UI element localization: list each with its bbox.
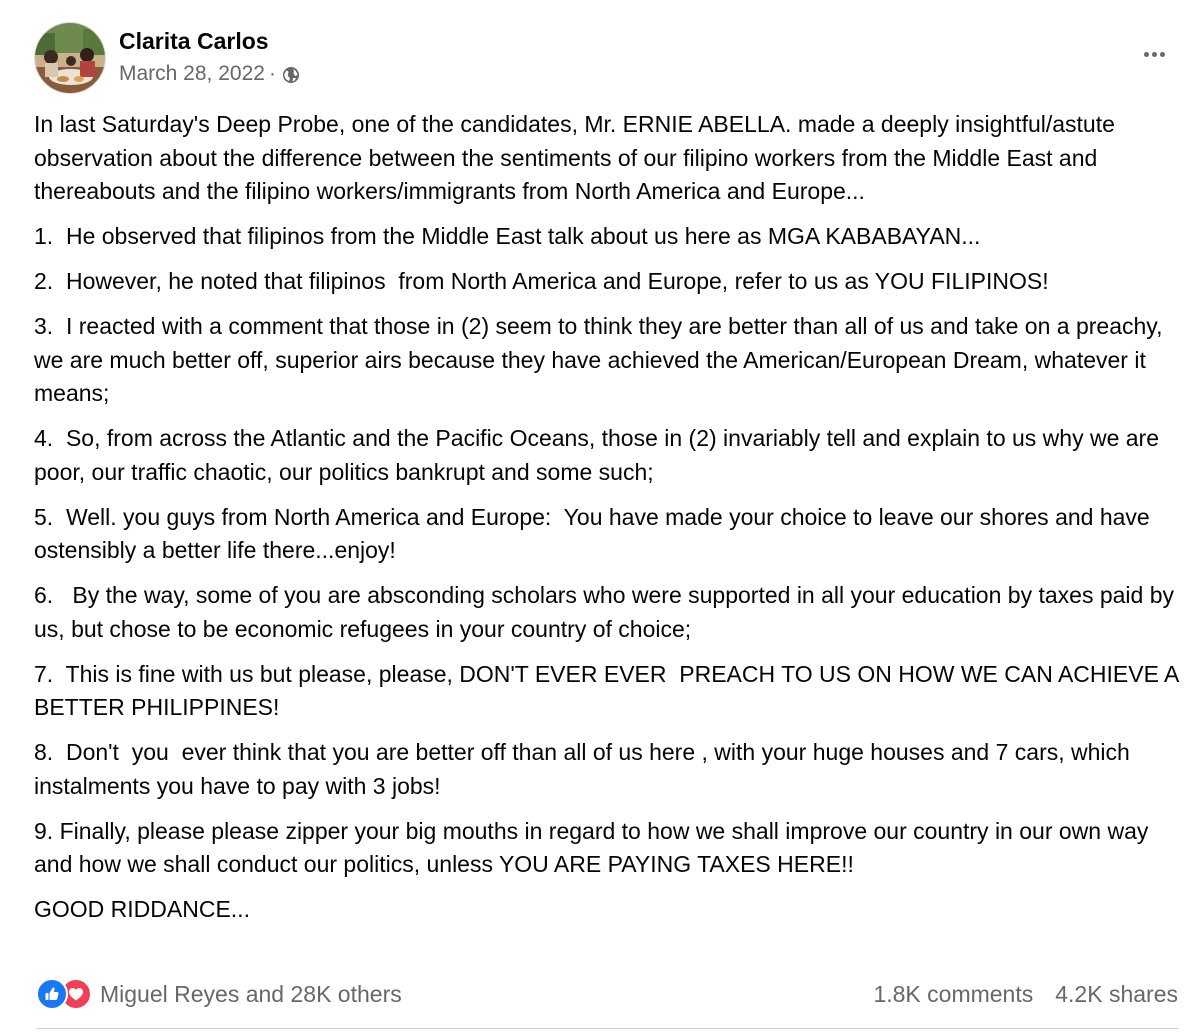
reactions-summary[interactable] — [36, 978, 402, 1010]
post-paragraph: 9. Finally, please please zipper your big mouths in regard to how we shall improve our country in our own way and how we shall conduct our politics, unless YOU ARE PAYING TAXES HERE!! — [34, 817, 1155, 877]
post-body — [34, 108, 1184, 938]
post-paragraph: 8. Don't you ever think that you are better off than all of us here , with your huge houses and 7 cars, which instalments you have to pay with 3 jobs! — [34, 739, 1137, 799]
post-paragraph: 7. This is fine with us but please, please, DON'T EVER EVER PREACH TO US ON HOW WE CAN ACHIEVE A BETTER PHILIPPINES! — [34, 660, 1185, 720]
author-avatar[interactable] — [34, 22, 106, 94]
like-icon[interactable] — [36, 978, 68, 1010]
avatar-photo — [35, 23, 106, 94]
post-paragraph: 6. By the way, some of you are absconding scholars who were supported in all your education by taxes paid by us, but chose to be economic refugees in your country of choice; — [34, 582, 1181, 642]
engagement-counts — [873, 981, 1178, 1008]
comments-count[interactable]: 1.8K comments — [873, 981, 1034, 1007]
more-options-icon[interactable] — [1134, 38, 1174, 70]
post-paragraph: 3. I reacted with a comment that those in (2) seem to think they are better than all of us and take on a preachy, we are much better off, superior airs because they have achieved the American/European Dream, whatever it means; — [34, 313, 1169, 406]
post-paragraph: 2. However, he noted that filipinos from North America and Europe, refer to us as YOU FILIPINOS! — [34, 268, 1049, 294]
reactors-text[interactable]: Miguel Reyes and 28K others — [100, 980, 402, 1007]
post-paragraph: 5. Well. you guys from North America and Europe: You have made your choice to leave our shores and have ostensibly a better life there...enjoy! — [34, 503, 1157, 563]
footer-divider — [36, 1028, 1178, 1029]
post-date[interactable]: March 28, 2022 — [119, 62, 265, 85]
author-name[interactable]: Clarita Carlos — [119, 28, 269, 54]
post-meta — [119, 62, 300, 86]
meta-separator: · — [268, 62, 276, 85]
globe-icon[interactable] — [282, 66, 300, 84]
post-paragraph: 4. So, from across the Atlantic and the Pacific Oceans, those in (2) invariably tell and explain to us why we are poor, our traffic chaotic, our politics bankrupt and some such; — [34, 425, 1166, 485]
post-footer — [36, 976, 1178, 1016]
shares-count[interactable]: 4.2K shares — [1055, 981, 1178, 1007]
post-header — [34, 22, 1174, 96]
post-paragraph: 1. He observed that filipinos from the Middle East talk about us here as MGA KABABAYAN... — [34, 223, 981, 249]
post-paragraph: GOOD RIDDANCE... — [34, 896, 250, 922]
post-paragraph: In last Saturday's Deep Probe, one of the candidates, Mr. ERNIE ABELLA. made a deeply insightful/astute observation about the difference between the sentiments of our filipino workers from the Middle East and thereabouts and the filipino workers/immigrants from North America and Europe... — [34, 111, 1122, 204]
